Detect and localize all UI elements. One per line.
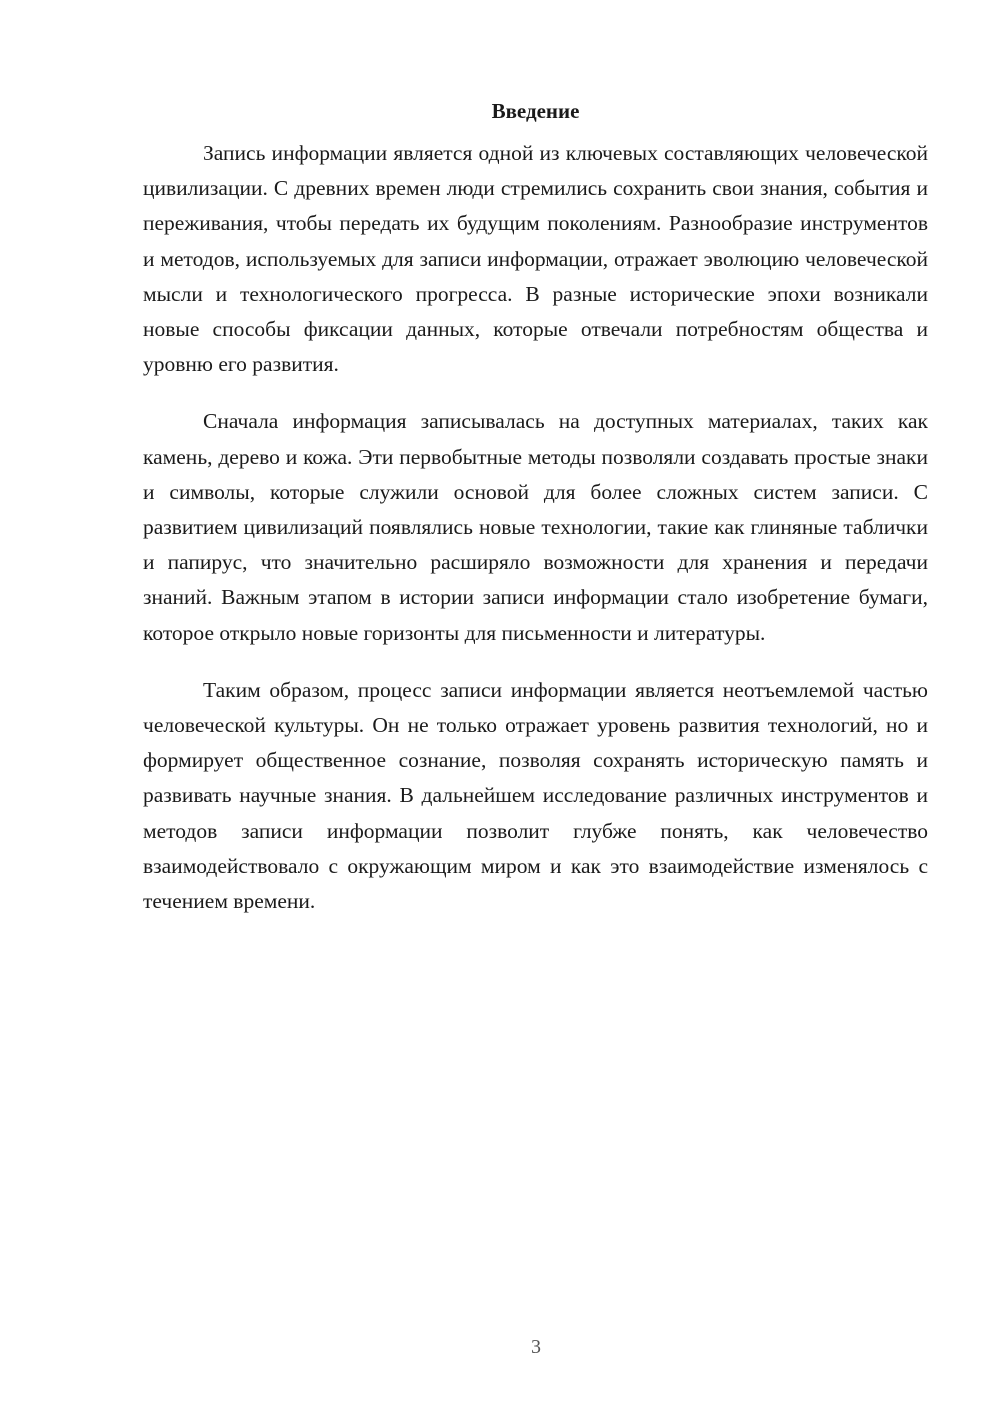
paragraph-2: Сначала информация записывалась на доступных материалах, таких как камень, дерево и кожа. Эти первобытные методы позволяли создавать простые знаки и символы, которые служили основой для более сложных систем записи. С развитием цивилизаций появлялись новые технологии, такие как глиняные таблички и папирус, что значительно расширяло возможности для хранения и передачи знаний. Важным этапом в истории записи информации стало изобретение бумаги, которое открыло новые горизонты для письменности и литературы. (143, 409, 928, 645)
paragraph-3: Таким образом, процесс записи информации является неотъемлемой частью человеческой культуры. Он не только отражает уровень развития технологий, но и формирует общественное сознание, позволяя сохранять историческую память и развивать научные знания. В дальнейшем исследование различных инструментов и методов записи информации позволит глубже понять, как человечество взаимодействовало с окружающим миром и как это взаимодействие изменялось с течением времени. (143, 677, 928, 914)
section-heading: Введение (491, 99, 580, 123)
paragraph-1: Запись информации является одной из ключевых составляющих человеческой цивилизации. С древних времен люди стремились сохранить свои знания, события и переживания, чтобы передать их будущим поколениям. Разнообразие инструментов и методов, используемых для записи информации, отражает эволюцию человеческой мысли и технологического прогресса. В разные исторические эпохи возникали новые способы фиксации данных, которые отвечали потребностям общества и уровню его развития. (143, 141, 928, 377)
page-content (143, 96, 928, 941)
page-number: 3 (531, 1336, 541, 1358)
